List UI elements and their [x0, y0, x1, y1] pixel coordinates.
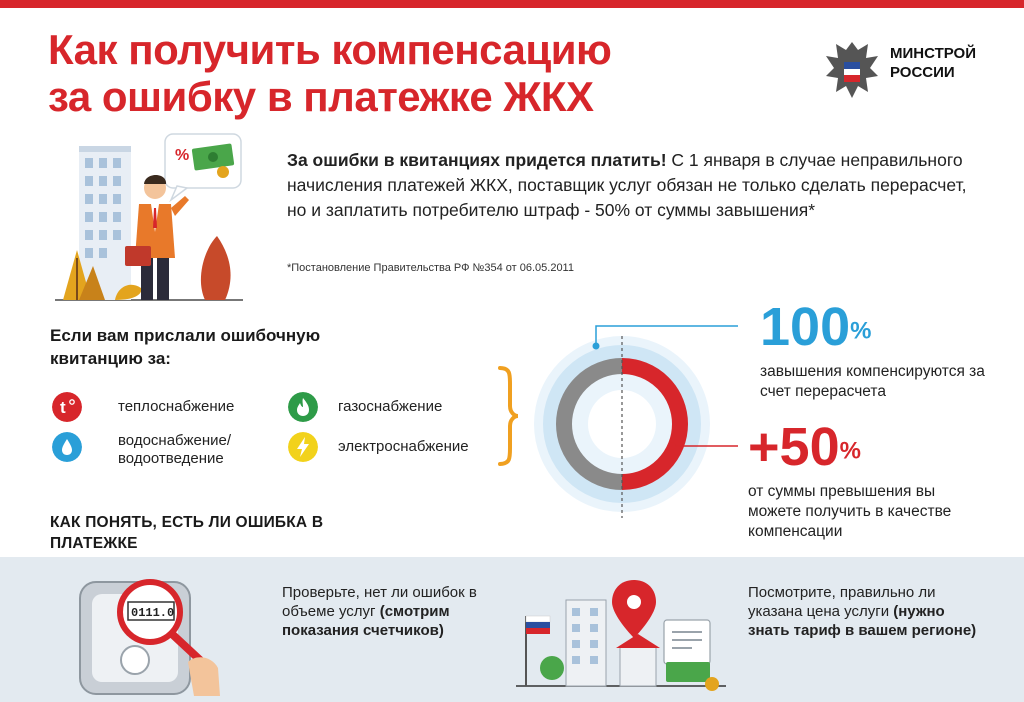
- service-water: [52, 432, 82, 467]
- footnote: *Постановление Правительства РФ №354 от 06.05.2011: [287, 262, 574, 274]
- service-water-label: водоснабжение/ водоотведение: [118, 432, 232, 467]
- stat-100-unit: %: [850, 317, 872, 345]
- service-electric: [288, 432, 318, 467]
- meter-display: 0111.0: [131, 606, 175, 620]
- city-price-illustration: [516, 576, 726, 700]
- logo-line-1: МИНСТРОЙ: [890, 45, 976, 62]
- bottom-right-plain: Посмотрите, правильно ли указана цена услуги: [748, 584, 936, 620]
- services-heading: Если вам прислали ошибочную квитанцию за:: [50, 326, 321, 368]
- stat-100: [760, 297, 872, 357]
- intro-text: С 1 января в случае неправильного начисления платежей ЖКХ, поставщик услуг обязан не только сделать перерасчет, но и заплатить потребителю штраф - 50% от суммы завышения*: [287, 150, 967, 220]
- meter-magnifier-illustration: [70, 568, 260, 698]
- orange-bracket-icon: [496, 364, 522, 468]
- stat-100-value: 100: [760, 297, 851, 357]
- page-title: [48, 26, 768, 120]
- service-heat: [52, 392, 82, 427]
- bottom-left-text: [282, 583, 502, 640]
- intro-bold: За ошибки в квитанциях придется платить!: [287, 150, 667, 170]
- lightning-icon: [288, 432, 318, 462]
- service-electric-label: электроснабжение: [338, 438, 469, 455]
- service-gas: [288, 392, 318, 427]
- title-line-1: Как получить компенсацию: [48, 26, 612, 73]
- logo-text: [890, 44, 976, 82]
- businessman-illustration: [55, 128, 245, 304]
- intro-paragraph: [287, 148, 967, 223]
- stat-50-desc: от суммы превышения вы можете получить в качестве компенсации: [748, 483, 952, 540]
- flame-icon: [288, 392, 318, 422]
- bottom-left-plain: Проверьте, нет ли ошибок в объеме услуг: [282, 584, 477, 620]
- water-drop-icon: [52, 432, 82, 462]
- stat-50-value: +50: [748, 417, 840, 477]
- stat-50: [748, 417, 861, 477]
- svg-text:t: t: [60, 398, 66, 417]
- bottom-left-bold: (смотрим показания счетчиков): [282, 603, 450, 639]
- bottom-right-bold: (нужно знать тариф в вашем регионе): [748, 603, 977, 639]
- svg-text:%: %: [175, 147, 190, 164]
- logo-line-2: РОССИИ: [890, 64, 955, 81]
- how-to-heading: КАК ПОНЯТЬ, ЕСТЬ ЛИ ОШИБКА В ПЛАТЕЖКЕ: [50, 514, 324, 552]
- compensation-donut-diagram: [532, 318, 772, 530]
- service-gas-label: газоснабжение: [338, 398, 443, 415]
- top-accent-bar: [0, 0, 1024, 8]
- bottom-right-text: [748, 583, 988, 640]
- thermometer-icon: [52, 392, 82, 422]
- stat-50-unit: %: [839, 437, 861, 465]
- title-line-2: за ошибку в платежке ЖКХ: [48, 73, 594, 120]
- stat-100-desc: завышения компенсируются за счет перерасчета: [760, 363, 985, 400]
- service-heat-label: теплоснабжение: [118, 398, 235, 415]
